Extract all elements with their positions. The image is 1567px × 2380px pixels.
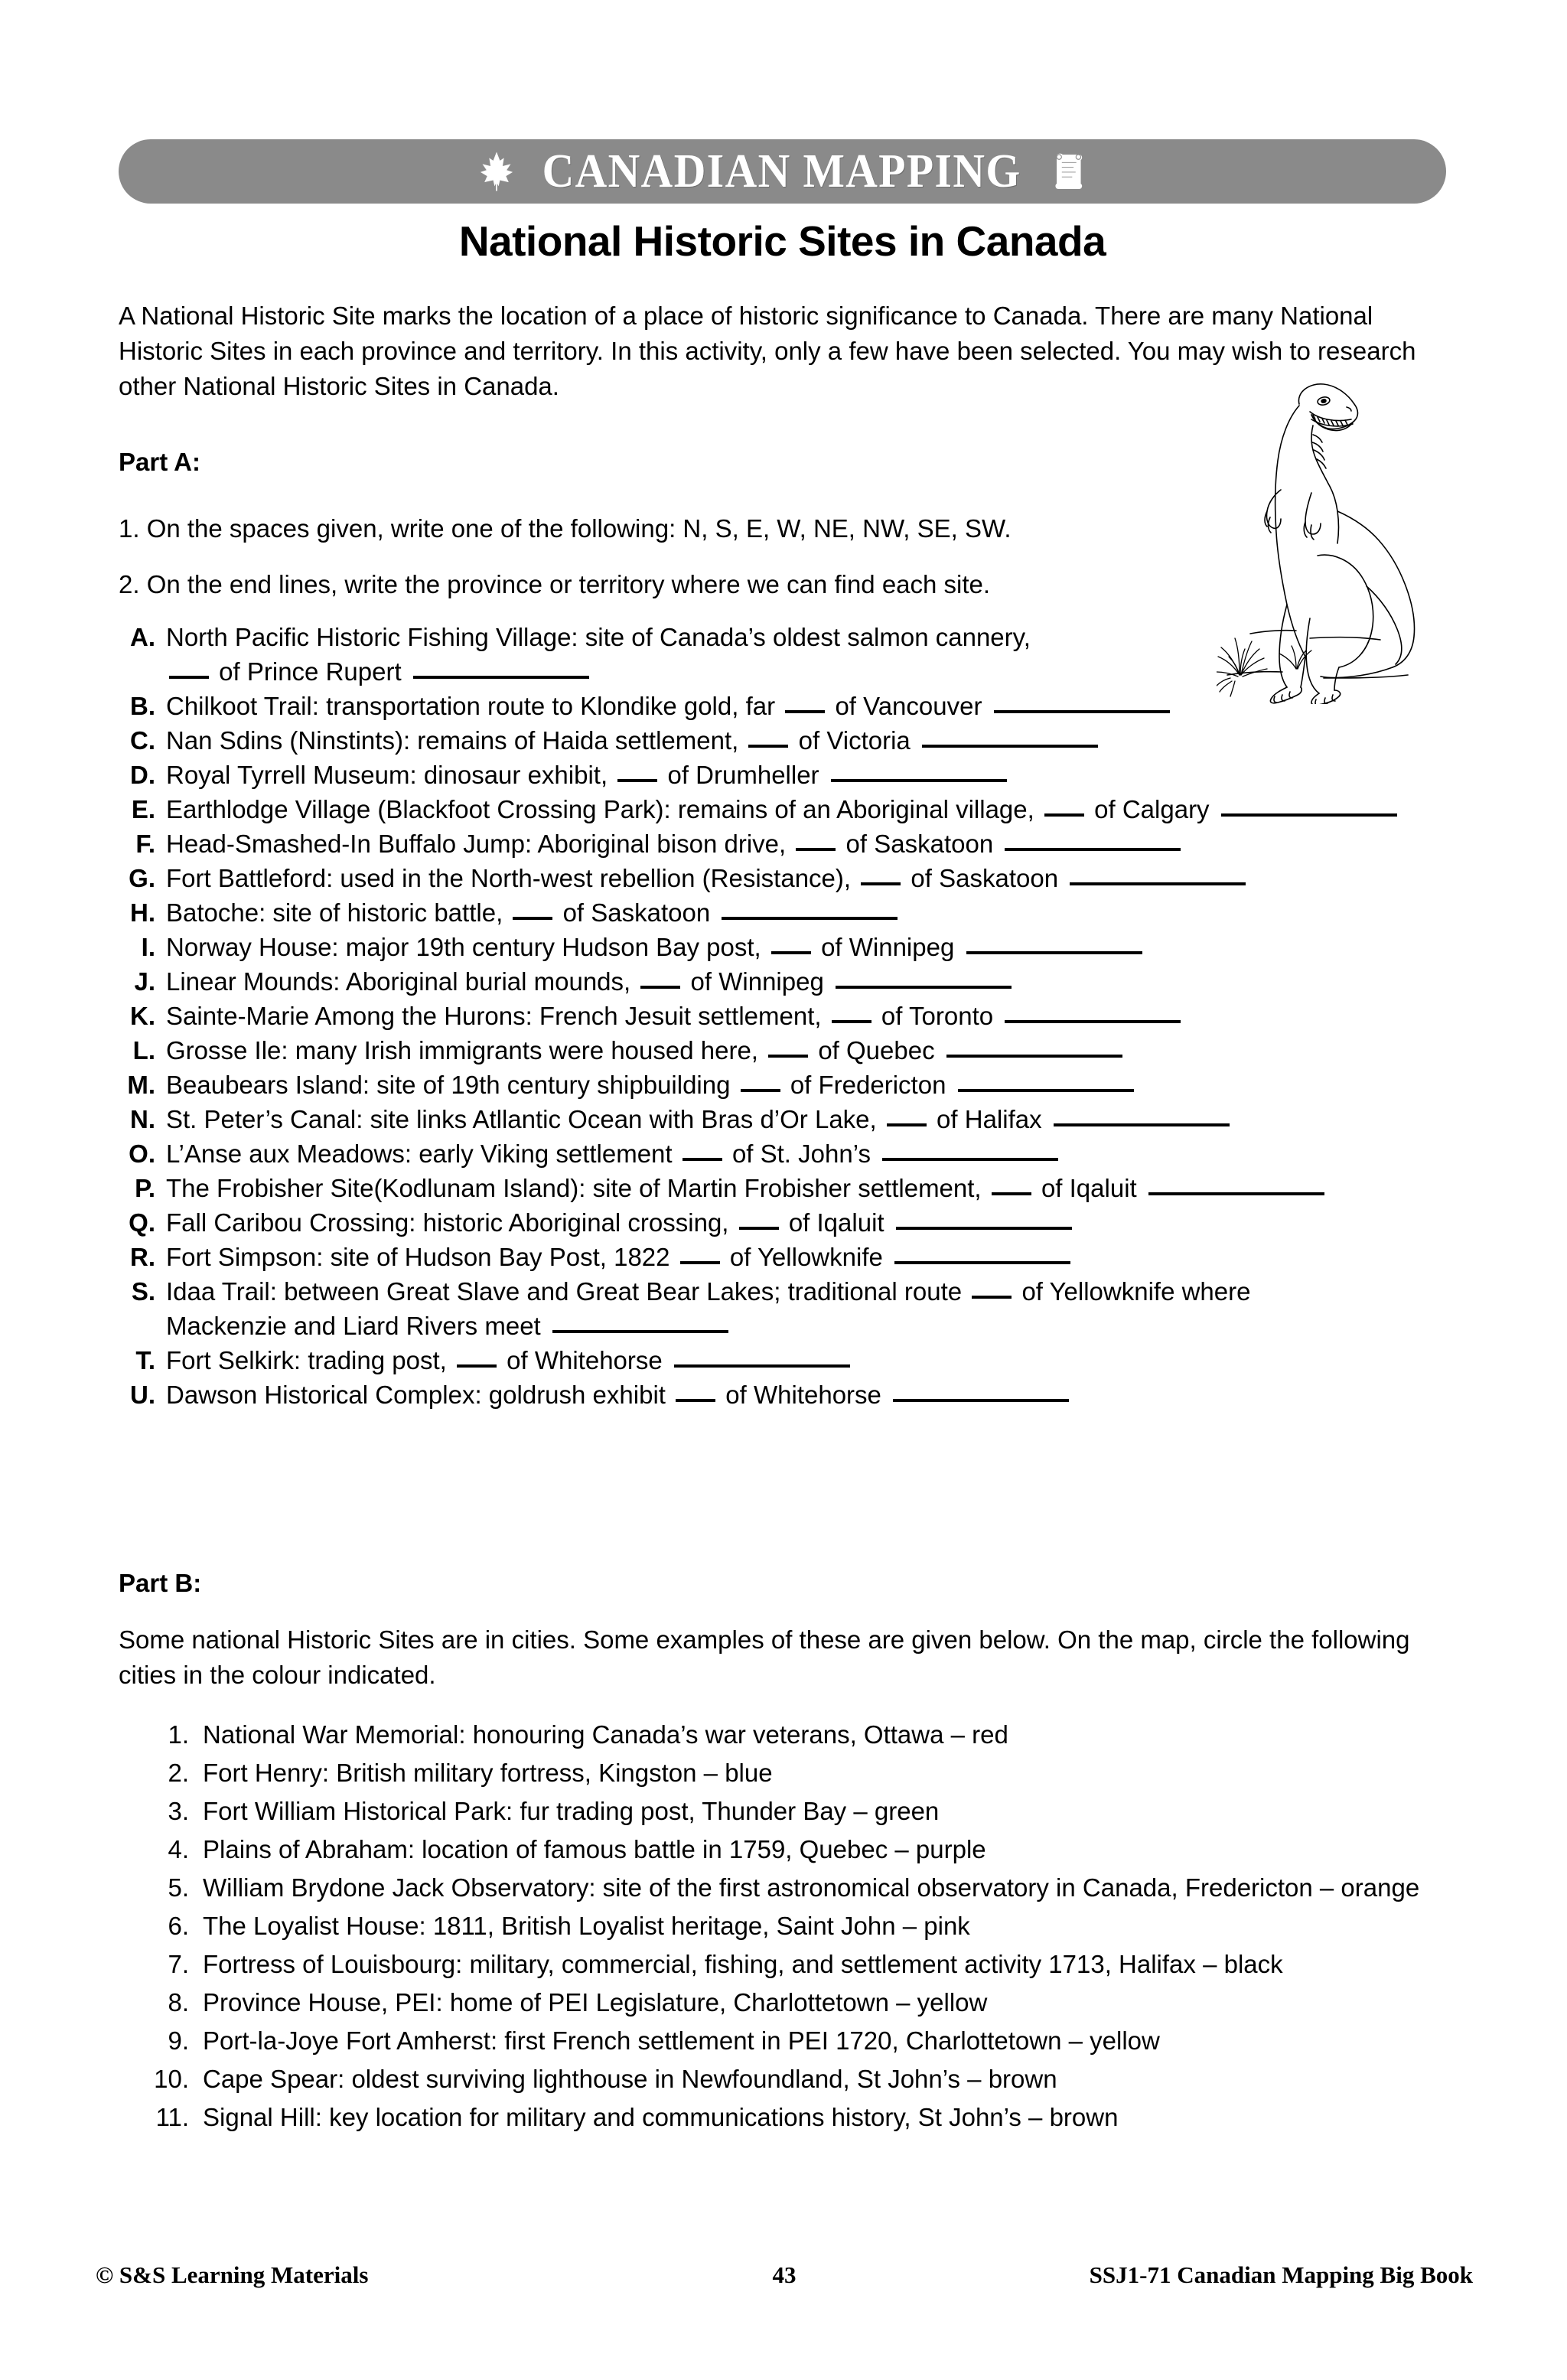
item-marker: 9.	[168, 2026, 189, 2055]
direction-blank[interactable]	[992, 1192, 1031, 1195]
list-item	[119, 1068, 1496, 1102]
item-text: St. Peter’s Canal: site links Atllantic Ocean with Bras d’Or Lake,	[166, 1105, 877, 1133]
header-banner	[119, 139, 1446, 204]
item-text: of Winnipeg	[690, 967, 824, 996]
item-text: Sainte-Marie Among the Hurons: French Jesuit settlement,	[166, 1002, 822, 1030]
page-footer	[96, 2261, 1473, 2289]
item-text: L’Anse aux Meadows: early Viking settlement	[166, 1139, 673, 1168]
list-item	[119, 1984, 1465, 2022]
footer-book-title: SSJ1-71 Canadian Mapping Big Book	[1089, 2261, 1473, 2288]
item-text: of Halifax	[937, 1105, 1042, 1133]
item-text: Fort Battleford: used in the North-west rebellion (Resistance),	[166, 864, 852, 892]
list-item	[119, 1377, 1496, 1412]
item-text: of Whitehorse	[725, 1381, 881, 1409]
item-marker: H.	[130, 898, 155, 927]
item-marker: 4.	[168, 1835, 189, 1863]
direction-blank[interactable]	[748, 745, 788, 748]
page-title: National Historic Sites in Canada	[458, 217, 1106, 265]
item-marker: D.	[130, 761, 155, 789]
item-marker: 8.	[168, 1988, 189, 2016]
item-text: of Fredericton	[790, 1071, 946, 1099]
list-item	[119, 1907, 1465, 1945]
list-item	[119, 1171, 1496, 1205]
list-item	[119, 1033, 1496, 1068]
province-blank[interactable]	[1054, 1123, 1230, 1126]
province-blank[interactable]	[958, 1089, 1134, 1092]
province-blank[interactable]	[552, 1330, 728, 1333]
list-item	[119, 1869, 1465, 1907]
item-text: of Calgary	[1094, 795, 1210, 823]
banner-title: CANADIAN MAPPING	[542, 145, 1021, 197]
item-marker: L.	[132, 1036, 155, 1064]
item-marker: S.	[131, 1277, 155, 1306]
list-item	[119, 826, 1496, 861]
direction-blank[interactable]	[739, 1227, 779, 1230]
direction-blank[interactable]	[741, 1089, 780, 1092]
item-marker: I.	[141, 933, 155, 961]
direction-blank[interactable]	[768, 1055, 808, 1058]
list-item	[119, 620, 1496, 689]
direction-blank[interactable]	[771, 951, 811, 954]
item-text: of Saskatoon	[911, 864, 1059, 892]
item-text: Idaa Trail: between Great Slave and Great Bear Lakes; traditional route	[166, 1277, 963, 1306]
item-text: of Iqaluit	[788, 1208, 884, 1237]
item-text: of Quebec	[818, 1036, 935, 1064]
province-blank[interactable]	[946, 1055, 1122, 1058]
province-blank[interactable]	[674, 1364, 850, 1368]
direction-blank[interactable]	[676, 1399, 715, 1402]
province-blank[interactable]	[1070, 882, 1246, 885]
item-text: Fort William Historical Park: fur trading post, Thunder Bay – green	[203, 1797, 940, 1825]
item-marker: F.	[135, 830, 155, 858]
item-text: of Winnipeg	[821, 933, 955, 961]
list-item	[119, 1240, 1496, 1274]
item-text: Fort Henry: British military fortress, Kingston – blue	[203, 1759, 773, 1787]
item-text: Chilkoot Trail: transportation route to Klondike gold, far	[166, 692, 776, 720]
direction-blank[interactable]	[972, 1296, 1012, 1299]
direction-blank[interactable]	[861, 882, 901, 885]
footer-copyright: © S&S Learning Materials	[96, 2261, 369, 2288]
item-marker: 7.	[168, 1950, 189, 1978]
part-a-heading: Part A:	[119, 448, 200, 476]
item-text: of Yellowknife where	[1021, 1277, 1251, 1306]
list-item	[119, 1754, 1465, 1792]
item-marker: J.	[134, 967, 155, 996]
item-text: Dawson Historical Complex: goldrush exhibit	[166, 1381, 666, 1409]
item-text: Norway House: major 19th century Hudson Bay post,	[166, 933, 761, 961]
item-text: Plains of Abraham: location of famous battle in 1759, Quebec – purple	[203, 1835, 986, 1863]
item-text: Fort Selkirk: trading post,	[166, 1346, 447, 1374]
item-marker: U.	[130, 1381, 155, 1409]
item-text: Port-la-Joye Fort Amherst: first French settlement in PEI 1720, Charlottetown – yellow	[203, 2026, 1160, 2055]
list-item	[119, 1102, 1496, 1136]
part-a-item-list	[119, 620, 1496, 1412]
list-item	[119, 1792, 1465, 1831]
list-item	[119, 1274, 1496, 1343]
item-text: The Frobisher Site(Kodlunam Island): site of Martin Frobisher settlement,	[166, 1174, 982, 1202]
item-text: Earthlodge Village (Blackfoot Crossing Park): remains of an Aboriginal village,	[166, 795, 1034, 823]
item-marker: Q.	[129, 1208, 155, 1237]
item-marker: G.	[129, 864, 155, 892]
item-marker: P.	[135, 1174, 155, 1202]
item-marker: T.	[135, 1346, 155, 1374]
direction-blank[interactable]	[887, 1123, 927, 1126]
item-text: of Victoria	[798, 726, 911, 755]
list-item	[119, 792, 1496, 826]
province-blank[interactable]	[922, 745, 1098, 748]
list-item	[119, 1831, 1465, 1869]
item-text: Royal Tyrrell Museum: dinosaur exhibit,	[166, 761, 608, 789]
direction-blank[interactable]	[1044, 813, 1084, 817]
province-blank[interactable]	[1005, 848, 1181, 851]
part-a-instruction-1: 1. On the spaces given, write one of the following: N, S, E, W, NE, NW, SE, SW.	[119, 514, 1012, 543]
list-item	[119, 689, 1496, 723]
direction-blank[interactable]	[617, 779, 657, 782]
province-blank[interactable]	[413, 676, 589, 679]
item-text: of Saskatoon	[562, 898, 711, 927]
item-marker: K.	[130, 1002, 155, 1030]
list-item	[119, 2022, 1465, 2060]
item-marker: 1.	[168, 1720, 189, 1749]
province-blank[interactable]	[966, 951, 1142, 954]
item-marker: 5.	[168, 1873, 189, 1902]
item-marker: 11.	[155, 2103, 189, 2131]
item-text: of Yellowknife	[729, 1243, 883, 1271]
part-b-item-list	[119, 1716, 1465, 2137]
item-text: Nan Sdins (Ninstints): remains of Haida settlement,	[166, 726, 739, 755]
item-text: Grosse Ile: many Irish immigrants were housed here,	[166, 1036, 758, 1064]
list-item	[119, 2098, 1465, 2137]
part-b-intro: Some national Historic Sites are in cities. Some examples of these are given below. On the map, circle the following cities in the colour indicated.	[119, 1625, 1410, 1689]
list-item	[119, 861, 1496, 895]
item-text: of Whitehorse	[507, 1346, 663, 1374]
maple-leaf-icon	[480, 151, 513, 192]
item-text: Head-Smashed-In Buffalo Jump: Aboriginal bison drive,	[166, 830, 787, 858]
part-b-heading: Part B:	[119, 1569, 202, 1597]
intro-paragraph: A National Historic Site marks the location of a place of historic significance to Canada. There are many National Historic Sites in each province and territory. In this activity, only a few have been selected. You may wish to research other National Historic Sites in Canada.	[119, 302, 1416, 400]
item-marker: A.	[130, 623, 155, 651]
item-marker: C.	[130, 726, 155, 755]
province-blank[interactable]	[994, 710, 1170, 713]
item-text: Batoche: site of historic battle,	[166, 898, 503, 927]
item-text: of St. John’s	[731, 1139, 871, 1168]
item-text: William Brydone Jack Observatory: site of the first astronomical observatory in Canada, Fredericton – orange	[203, 1873, 1420, 1902]
item-marker: O.	[129, 1139, 155, 1168]
province-blank[interactable]	[896, 1227, 1072, 1230]
list-item	[119, 1716, 1465, 1754]
part-a-instruction-2: 2. On the end lines, write the province or territory where we can find each site.	[119, 570, 991, 598]
item-text: of Vancouver	[835, 692, 982, 720]
direction-blank[interactable]	[785, 710, 825, 713]
item-marker: 3.	[168, 1797, 189, 1825]
item-text: of Iqaluit	[1041, 1174, 1137, 1202]
list-item	[119, 964, 1496, 999]
province-blank[interactable]	[836, 986, 1012, 989]
item-marker: 2.	[168, 1759, 189, 1787]
province-blank[interactable]	[1148, 1192, 1324, 1195]
item-text: of Saskatoon	[845, 830, 994, 858]
item-marker: 6.	[168, 1912, 189, 1940]
province-blank[interactable]	[831, 779, 1007, 782]
item-marker: M.	[127, 1071, 155, 1099]
item-text: Signal Hill: key location for military and communications history, St John’s – brown	[203, 2103, 1119, 2131]
item-text: North Pacific Historic Fishing Village: site of Canada’s oldest salmon cannery,	[166, 623, 1031, 651]
list-item	[119, 895, 1496, 930]
list-item	[119, 1136, 1496, 1171]
item-text: of Drumheller	[667, 761, 819, 789]
item-marker: R.	[130, 1243, 155, 1271]
direction-blank[interactable]	[513, 917, 552, 920]
item-marker: N.	[130, 1105, 155, 1133]
list-item	[119, 723, 1496, 758]
direction-blank[interactable]	[457, 1364, 497, 1368]
direction-blank[interactable]	[796, 848, 836, 851]
province-blank[interactable]	[893, 1399, 1069, 1402]
list-item	[119, 1343, 1496, 1377]
item-text: of Toronto	[881, 1002, 994, 1030]
item-text: Fortress of Louisbourg: military, commercial, fishing, and settlement activity 1713, Halifax – black	[203, 1950, 1283, 1978]
direction-blank[interactable]	[683, 1158, 722, 1161]
item-text: Fall Caribou Crossing: historic Aboriginal crossing,	[166, 1208, 729, 1237]
list-item	[119, 1945, 1465, 1984]
footer-page-number: 43	[772, 2261, 797, 2288]
item-text: Beaubears Island: site of 19th century shipbuilding	[166, 1071, 731, 1099]
list-item	[119, 930, 1496, 964]
list-item	[119, 1205, 1496, 1240]
list-item	[119, 999, 1496, 1033]
direction-blank[interactable]	[169, 676, 209, 679]
province-blank[interactable]	[722, 917, 898, 920]
list-item	[119, 758, 1496, 792]
item-text: Cape Spear: oldest surviving lighthouse in Newfoundland, St John’s – brown	[203, 2065, 1057, 2093]
province-blank[interactable]	[1221, 813, 1397, 817]
province-blank[interactable]	[894, 1261, 1070, 1264]
item-text: Mackenzie and Liard Rivers meet	[166, 1312, 541, 1340]
item-marker: 10.	[154, 2065, 189, 2093]
item-marker: B.	[130, 692, 155, 720]
province-blank[interactable]	[882, 1158, 1058, 1161]
direction-blank[interactable]	[832, 1020, 871, 1023]
item-text: The Loyalist House: 1811, British Loyalist heritage, Saint John – pink	[203, 1912, 970, 1940]
direction-blank[interactable]	[680, 1261, 720, 1264]
item-marker: E.	[131, 795, 155, 823]
item-text: Province House, PEI: home of PEI Legislature, Charlottetown – yellow	[203, 1988, 988, 2016]
scroll-map-icon	[1050, 151, 1085, 192]
direction-blank[interactable]	[640, 986, 680, 989]
item-text: Fort Simpson: site of Hudson Bay Post, 1822	[166, 1243, 670, 1271]
list-item	[119, 2060, 1465, 2098]
province-blank[interactable]	[1005, 1020, 1181, 1023]
item-text: Linear Mounds: Aboriginal burial mounds,	[166, 967, 631, 996]
item-text: National War Memorial: honouring Canada’s war veterans, Ottawa – red	[203, 1720, 1008, 1749]
item-text: of Prince Rupert	[219, 657, 402, 686]
